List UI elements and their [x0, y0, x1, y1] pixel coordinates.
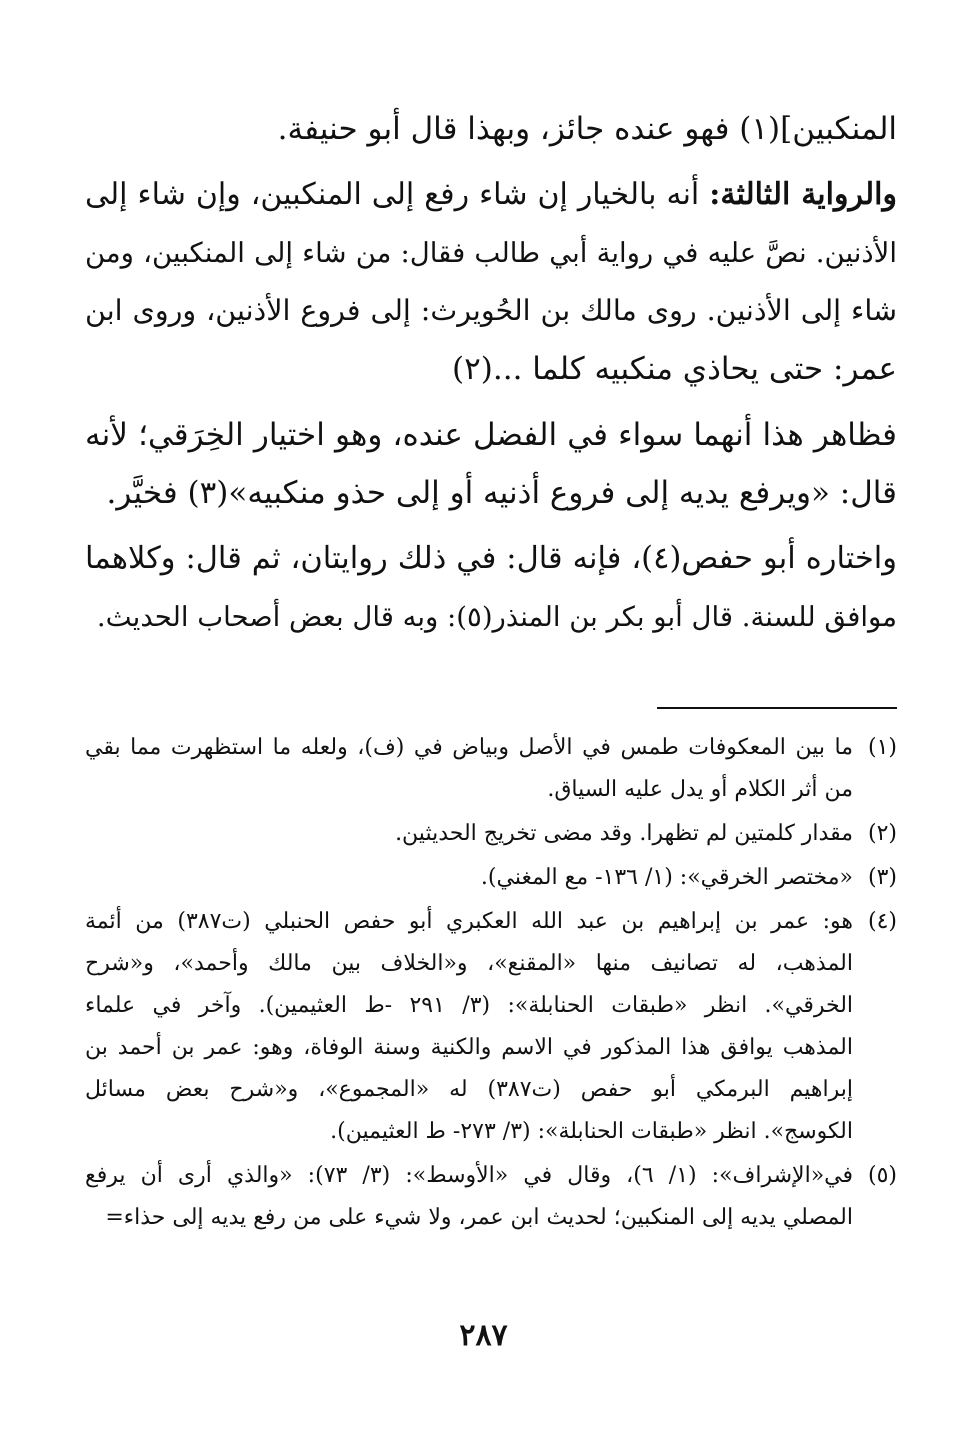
footnote: [85, 901, 897, 1153]
footnote: [85, 1155, 897, 1239]
text-line: موافق للسنة. قال أبو بكر بن المنذر(٥): وبه قال بعض أصحاب الحديث.: [96, 601, 897, 633]
footnote-line: المذهب يوافق هذا المذكور في الاسم والكنية وسنة الوفاة، وهو: عمر بن أحمد بن: [85, 1035, 853, 1060]
footnote-number: (١): [867, 735, 897, 760]
paragraph: [85, 530, 897, 646]
paragraph: [85, 100, 897, 158]
text-line: الأذنين. نصَّ عليه في رواية أبي طالب فقال: من شاء إلى المنكبين، ومن: [85, 237, 897, 269]
footnote: [85, 857, 897, 899]
text-line: قال: «ويرفع يديه إلى فروع أذنيه أو إلى حذو منكبيه»(٣) فخيَّر.: [106, 475, 897, 511]
footnote-separator: [657, 707, 897, 709]
footnote-number: (٤): [867, 909, 897, 934]
text-line: شاء إلى الأذنين. روى مالك بن الحُويرث: إلى فروع الأذنين، وروى ابن: [85, 294, 897, 327]
text-segment: أنه بالخيار إن شاء رفع إلى المنكبين، وإن شاء إلى: [85, 177, 700, 212]
footnote-line: «مختصر الخرقي»: (١/ ١٣٦- مع المغني).: [480, 865, 853, 890]
text-line: المنكبين](١) فهو عنده جائز، وبهذا قال أبو حنيفة.: [277, 111, 897, 147]
footnote-body: [85, 727, 853, 811]
footnote-number: (٣): [867, 865, 897, 890]
footnote-line: في«الإشراف»: (١/ ٦)، وقال في «الأوسط»: (٣/ ٧٣): «والذي أرى أن يرفع: [85, 1163, 854, 1188]
footnote-line: المذهب، له تصانيف منها «المقنع»، و«الخلاف بين مالك وأحمد»، و«شرح: [85, 951, 853, 976]
paragraph: [85, 166, 897, 398]
footnote-number: (٥): [867, 1163, 897, 1188]
paragraph-gap: [85, 398, 897, 406]
paragraph-lead: والرواية الثالثة:: [709, 177, 897, 212]
text-line: فظاهر هذا أنهما سواء في الفضل عنده، وهو اختيار الخِرَقي؛ لأنه: [85, 417, 897, 453]
footnotes: [85, 727, 897, 1241]
footnote-number: (٢): [867, 821, 897, 846]
footnote: [85, 813, 897, 855]
paragraph-gap: [85, 158, 897, 166]
footnote-body: [85, 1155, 853, 1239]
text-line: واختاره أبو حفص(٤)، فإنه قال: في ذلك روايتان، ثم قال: وكلاهما: [85, 541, 897, 576]
footnote-body: [85, 857, 853, 899]
footnote-body: [85, 813, 853, 855]
paragraph: [85, 406, 897, 522]
footnote-line: المصلي يديه إلى المنكبين؛ لحديث ابن عمر، ولا شيء على من رفع يديه إلى حذاء=: [105, 1205, 853, 1230]
footnote-line: مقدار كلمتين لم تظهرا. وقد مضى تخريج الحديثين.: [395, 821, 853, 846]
footnote-line: الكوسج». انظر «طبقات الحنابلة»: (٣/ ٢٧٣- ط العثيمين).: [330, 1119, 853, 1144]
footnote-line: ما بين المعكوفات طمس في الأصل وبياض في (ف)، ولعله ما استظهرت مما بقي: [85, 735, 854, 760]
main-text: [85, 100, 897, 646]
footnote-line: من أثر الكلام أو يدل عليه السياق.: [547, 777, 853, 802]
footnote-body: [85, 901, 853, 1153]
text-line: [85, 166, 897, 224]
paragraph-gap: [85, 522, 897, 530]
footnote-line: هو: عمر بن إبراهيم بن عبد الله العكبري أبو حفص الحنبلي (ت٣٨٧) من أئمة: [85, 909, 853, 934]
footnote: [85, 727, 897, 811]
footnote-line: الخرقي». انظر «طبقات الحنابلة»: (٣/ ٢٩١ -ط العثيمين). وآخر في علماء: [85, 993, 854, 1018]
page-number: ٢٨٧: [459, 1318, 508, 1353]
text-line: عمر: حتى يحاذي منكبيه كلما ...(٢): [452, 351, 897, 387]
footnote-line: إبراهيم البرمكي أبو حفص (ت٣٨٧) له «المجموع»، و«شرح بعض مسائل: [85, 1077, 853, 1102]
